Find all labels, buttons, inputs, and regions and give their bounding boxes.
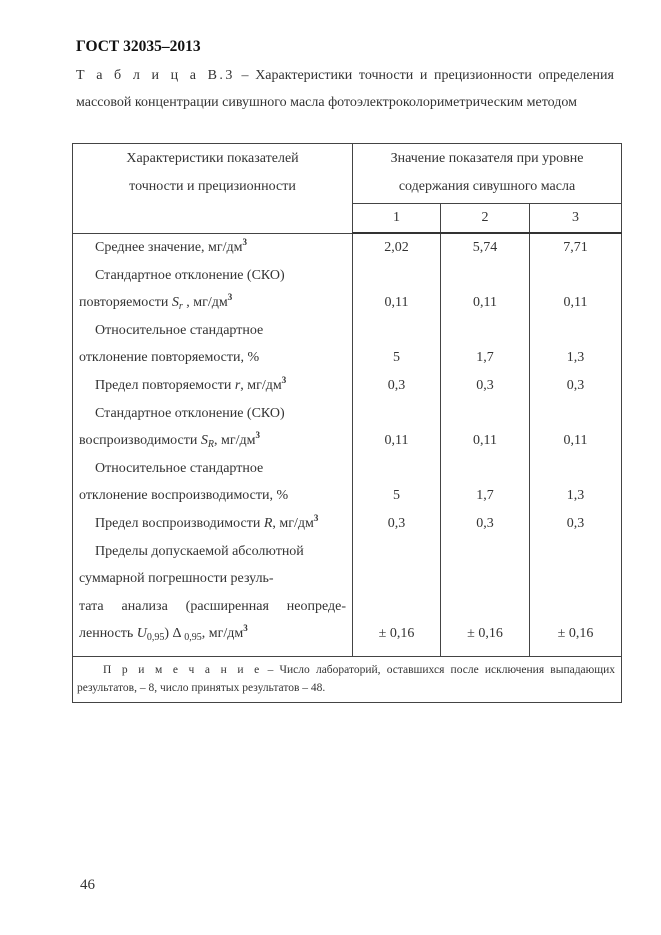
row-rel-R-label-line1: Относительное стандартное	[73, 455, 353, 483]
row-R-limit-label: Предел воспроизводимости R, $мг/дм^3$	[73, 510, 353, 538]
row-R-limit-value-3: 0,3	[530, 510, 622, 538]
row-mean-value-1: 2,02	[353, 233, 441, 262]
header-characteristics	[73, 144, 353, 234]
row-mean-value-3: 7,71	[530, 233, 622, 262]
header-values	[353, 144, 622, 204]
table-row	[73, 344, 622, 372]
row-error-value-1: ± 0,16	[353, 620, 441, 656]
row-sr-value-3: 0,11	[530, 289, 622, 317]
table-row	[73, 482, 622, 510]
row-error-value-2: ± 0,16	[441, 620, 530, 656]
level-1-header: 1	[353, 204, 441, 234]
row-error-label-line4: ленность $U_{0,95}$) Δ $_{0,95}$, $мг/дм^3$	[73, 620, 353, 656]
note-label: П р и м е ч а н и е	[103, 663, 262, 676]
table-row	[73, 317, 622, 345]
table-row	[73, 565, 622, 593]
table-row	[73, 400, 622, 428]
row-mean-value-2: 5,74	[441, 233, 530, 262]
row-rel-r-value-2: 1,7	[441, 344, 530, 372]
row-mean-label: Среднее значение, $мг/дм^3$	[73, 233, 353, 262]
table-label: Т а б л и ц а В.3	[76, 68, 235, 83]
row-r-limit-label: Предел повторяемости r, $мг/дм^3$	[73, 372, 353, 400]
precision-table	[72, 143, 622, 703]
row-rel-R-value-1: 5	[353, 482, 441, 510]
table-row	[73, 289, 622, 317]
row-sR-label-line1: Стандартное отклонение (СКО)	[73, 400, 353, 428]
row-sR-value-1: 0,11	[353, 427, 441, 455]
row-rel-r-value-1: 5	[353, 344, 441, 372]
table-row	[73, 593, 622, 621]
header-characteristics-line1: Характеристики показателей	[126, 151, 299, 166]
table-row	[73, 510, 622, 538]
row-rel-R-label-line2: отклонение воспроизводимости, %	[73, 482, 353, 510]
table-row	[73, 372, 622, 400]
level-3-header: 3	[530, 204, 622, 234]
table-row	[73, 427, 622, 455]
row-sr-label-line2: повторяемости $S_r$ , $мг/дм^3$	[73, 289, 353, 317]
row-error-label-line2: суммарной погрешности резуль-	[73, 565, 353, 593]
row-sr-value-1: 0,11	[353, 289, 441, 317]
table-row	[73, 262, 622, 290]
row-r-limit-value-1: 0,3	[353, 372, 441, 400]
row-rel-R-value-2: 1,7	[441, 482, 530, 510]
table-title: – Характеристики точности и прецизионности определения массовой концентрации сивушного масла фотоэлектроколориметрическим методом	[76, 68, 614, 110]
table-caption	[76, 62, 614, 116]
row-rel-r-value-3: 1,3	[530, 344, 622, 372]
page-number: 46	[80, 877, 95, 893]
row-rel-r-label-line1: Относительное стандартное	[73, 317, 353, 345]
row-error-label-line3: тата анализа (расширенная неопреде-	[73, 593, 353, 621]
row-r-limit-value-3: 0,3	[530, 372, 622, 400]
row-sr-value-2: 0,11	[441, 289, 530, 317]
table-row	[73, 233, 622, 262]
table-header-row	[73, 144, 622, 204]
row-error-value-3: ± 0,16	[530, 620, 622, 656]
table-row	[73, 455, 622, 483]
row-sR-label-line2: воспроизводимости $S_R$, $мг/дм^3$	[73, 427, 353, 455]
table-note	[73, 656, 622, 702]
row-sR-value-2: 0,11	[441, 427, 530, 455]
table-row	[73, 620, 622, 656]
standard-title: ГОСТ 32035–2013	[76, 38, 201, 55]
row-R-limit-value-1: 0,3	[353, 510, 441, 538]
row-R-limit-value-2: 0,3	[441, 510, 530, 538]
header-values-line1: Значение показателя при уровне	[390, 151, 584, 166]
table-note-row	[73, 656, 622, 702]
header-values-line2: содержания сивушного масла	[398, 179, 576, 194]
row-r-limit-value-2: 0,3	[441, 372, 530, 400]
table-row	[73, 538, 622, 566]
note-text: – Число лабораторий, оставшихся после исключения выпадающих результатов, – 8, число принятых результатов – 48.	[77, 663, 616, 694]
header-characteristics-line2: точности и прецизионности	[129, 179, 296, 194]
row-rel-R-value-3: 1,3	[530, 482, 622, 510]
row-sR-value-3: 0,11	[530, 427, 622, 455]
row-rel-r-label-line2: отклонение повторяемости, %	[73, 344, 353, 372]
row-sr-label-line1: Стандартное отклонение (СКО)	[73, 262, 353, 290]
level-2-header: 2	[441, 204, 530, 234]
row-error-label-line1: Пределы допускаемой абсолютной	[73, 538, 353, 566]
